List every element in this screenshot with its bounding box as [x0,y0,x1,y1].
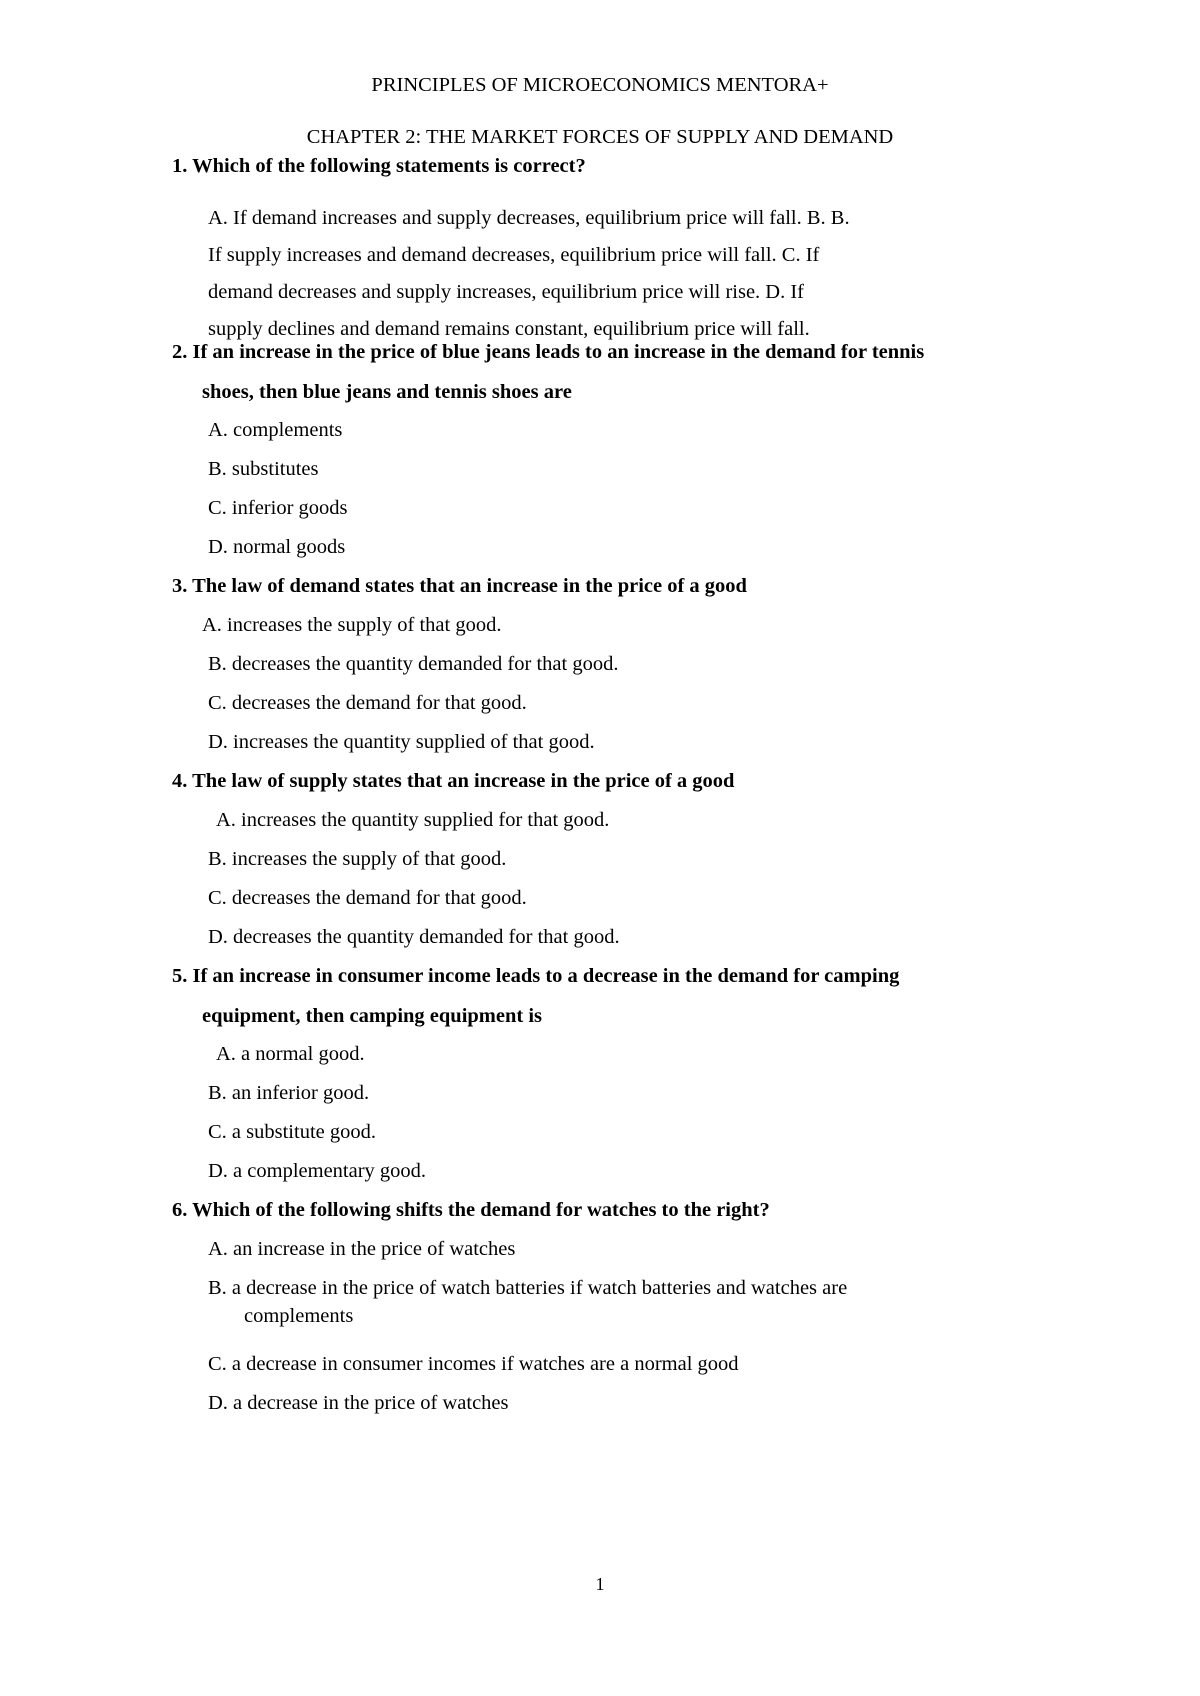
question-3-option-c: C. decreases the demand for that good. [208,692,527,714]
question-4-option-a: A. increases the quantity supplied for that good. [216,809,610,831]
question-5-option-c: C. a substitute good. [208,1121,376,1143]
question-5-stem-line-2: equipment, then camping equipment is [202,1005,543,1027]
question-4-option-b: B. increases the supply of that good. [208,848,507,870]
question-6-option-a: A. an increase in the price of watches [208,1238,516,1260]
question-1-option-line: If supply increases and demand decreases, equilibrium price will fall. C. If [208,244,820,266]
question-1-options [208,200,1008,348]
question-6-option-d: D. a decrease in the price of watches [208,1392,509,1414]
question-5-option-d: D. a complementary good. [208,1160,427,1182]
question-2-option-a: A. complements [208,419,343,441]
question-4-option-d: D. decreases the quantity demanded for that good. [208,926,620,948]
question-6-option-b-line-1: B. a decrease in the price of watch batteries if watch batteries and watches are [208,1277,848,1299]
question-2-stem-line-2: shoes, then blue jeans and tennis shoes are [202,381,572,403]
question-1-option-line: demand decreases and supply increases, equilibrium price will rise. D. If [208,281,805,303]
page-number: 1 [595,1574,605,1594]
question-5-option-b: B. an inferior good. [208,1082,370,1104]
question-6-option-b [208,1274,1088,1330]
question-3-option-b: B. decreases the quantity demanded for that good. [208,653,619,675]
question-1-option-line: supply declines and demand remains constant, equilibrium price will fall. [208,318,810,340]
question-5-stem [172,956,1092,1036]
question-2-stem [172,332,1092,412]
question-4-option-c: C. decreases the demand for that good. [208,887,527,909]
question-2-stem-line-1: 2. If an increase in the price of blue jeans leads to an increase in the demand for tennis [172,341,925,363]
question-5-stem-line-1: 5. If an increase in consumer income leads to a decrease in the demand for camping [172,965,900,987]
question-5-option-a: A. a normal good. [216,1043,365,1065]
question-1-stem: 1. Which of the following statements is correct? [172,155,586,177]
question-2-option-b: B. substitutes [208,458,319,480]
question-2-option-d: D. normal goods [208,536,346,558]
question-4-stem: 4. The law of supply states that an increase in the price of a good [172,770,735,792]
question-6-stem: 6. Which of the following shifts the demand for watches to the right? [172,1199,770,1221]
question-2-option-c: C. inferior goods [208,497,348,519]
question-1-option-line: A. If demand increases and supply decreases, equilibrium price will fall. B. B. [208,207,850,229]
chapter-heading: CHAPTER 2: THE MARKET FORCES OF SUPPLY AND DEMAND [306,126,894,148]
question-6-option-c: C. a decrease in consumer incomes if watches are a normal good [208,1353,739,1375]
question-3-option-d: D. increases the quantity supplied of that good. [208,731,595,753]
document-title: PRINCIPLES OF MICROECONOMICS MENTORA+ [371,74,829,96]
question-3-option-a: A. increases the supply of that good. [202,614,502,636]
question-3-stem: 3. The law of demand states that an increase in the price of a good [172,575,747,597]
question-6-option-b-line-2: complements [244,1305,354,1327]
